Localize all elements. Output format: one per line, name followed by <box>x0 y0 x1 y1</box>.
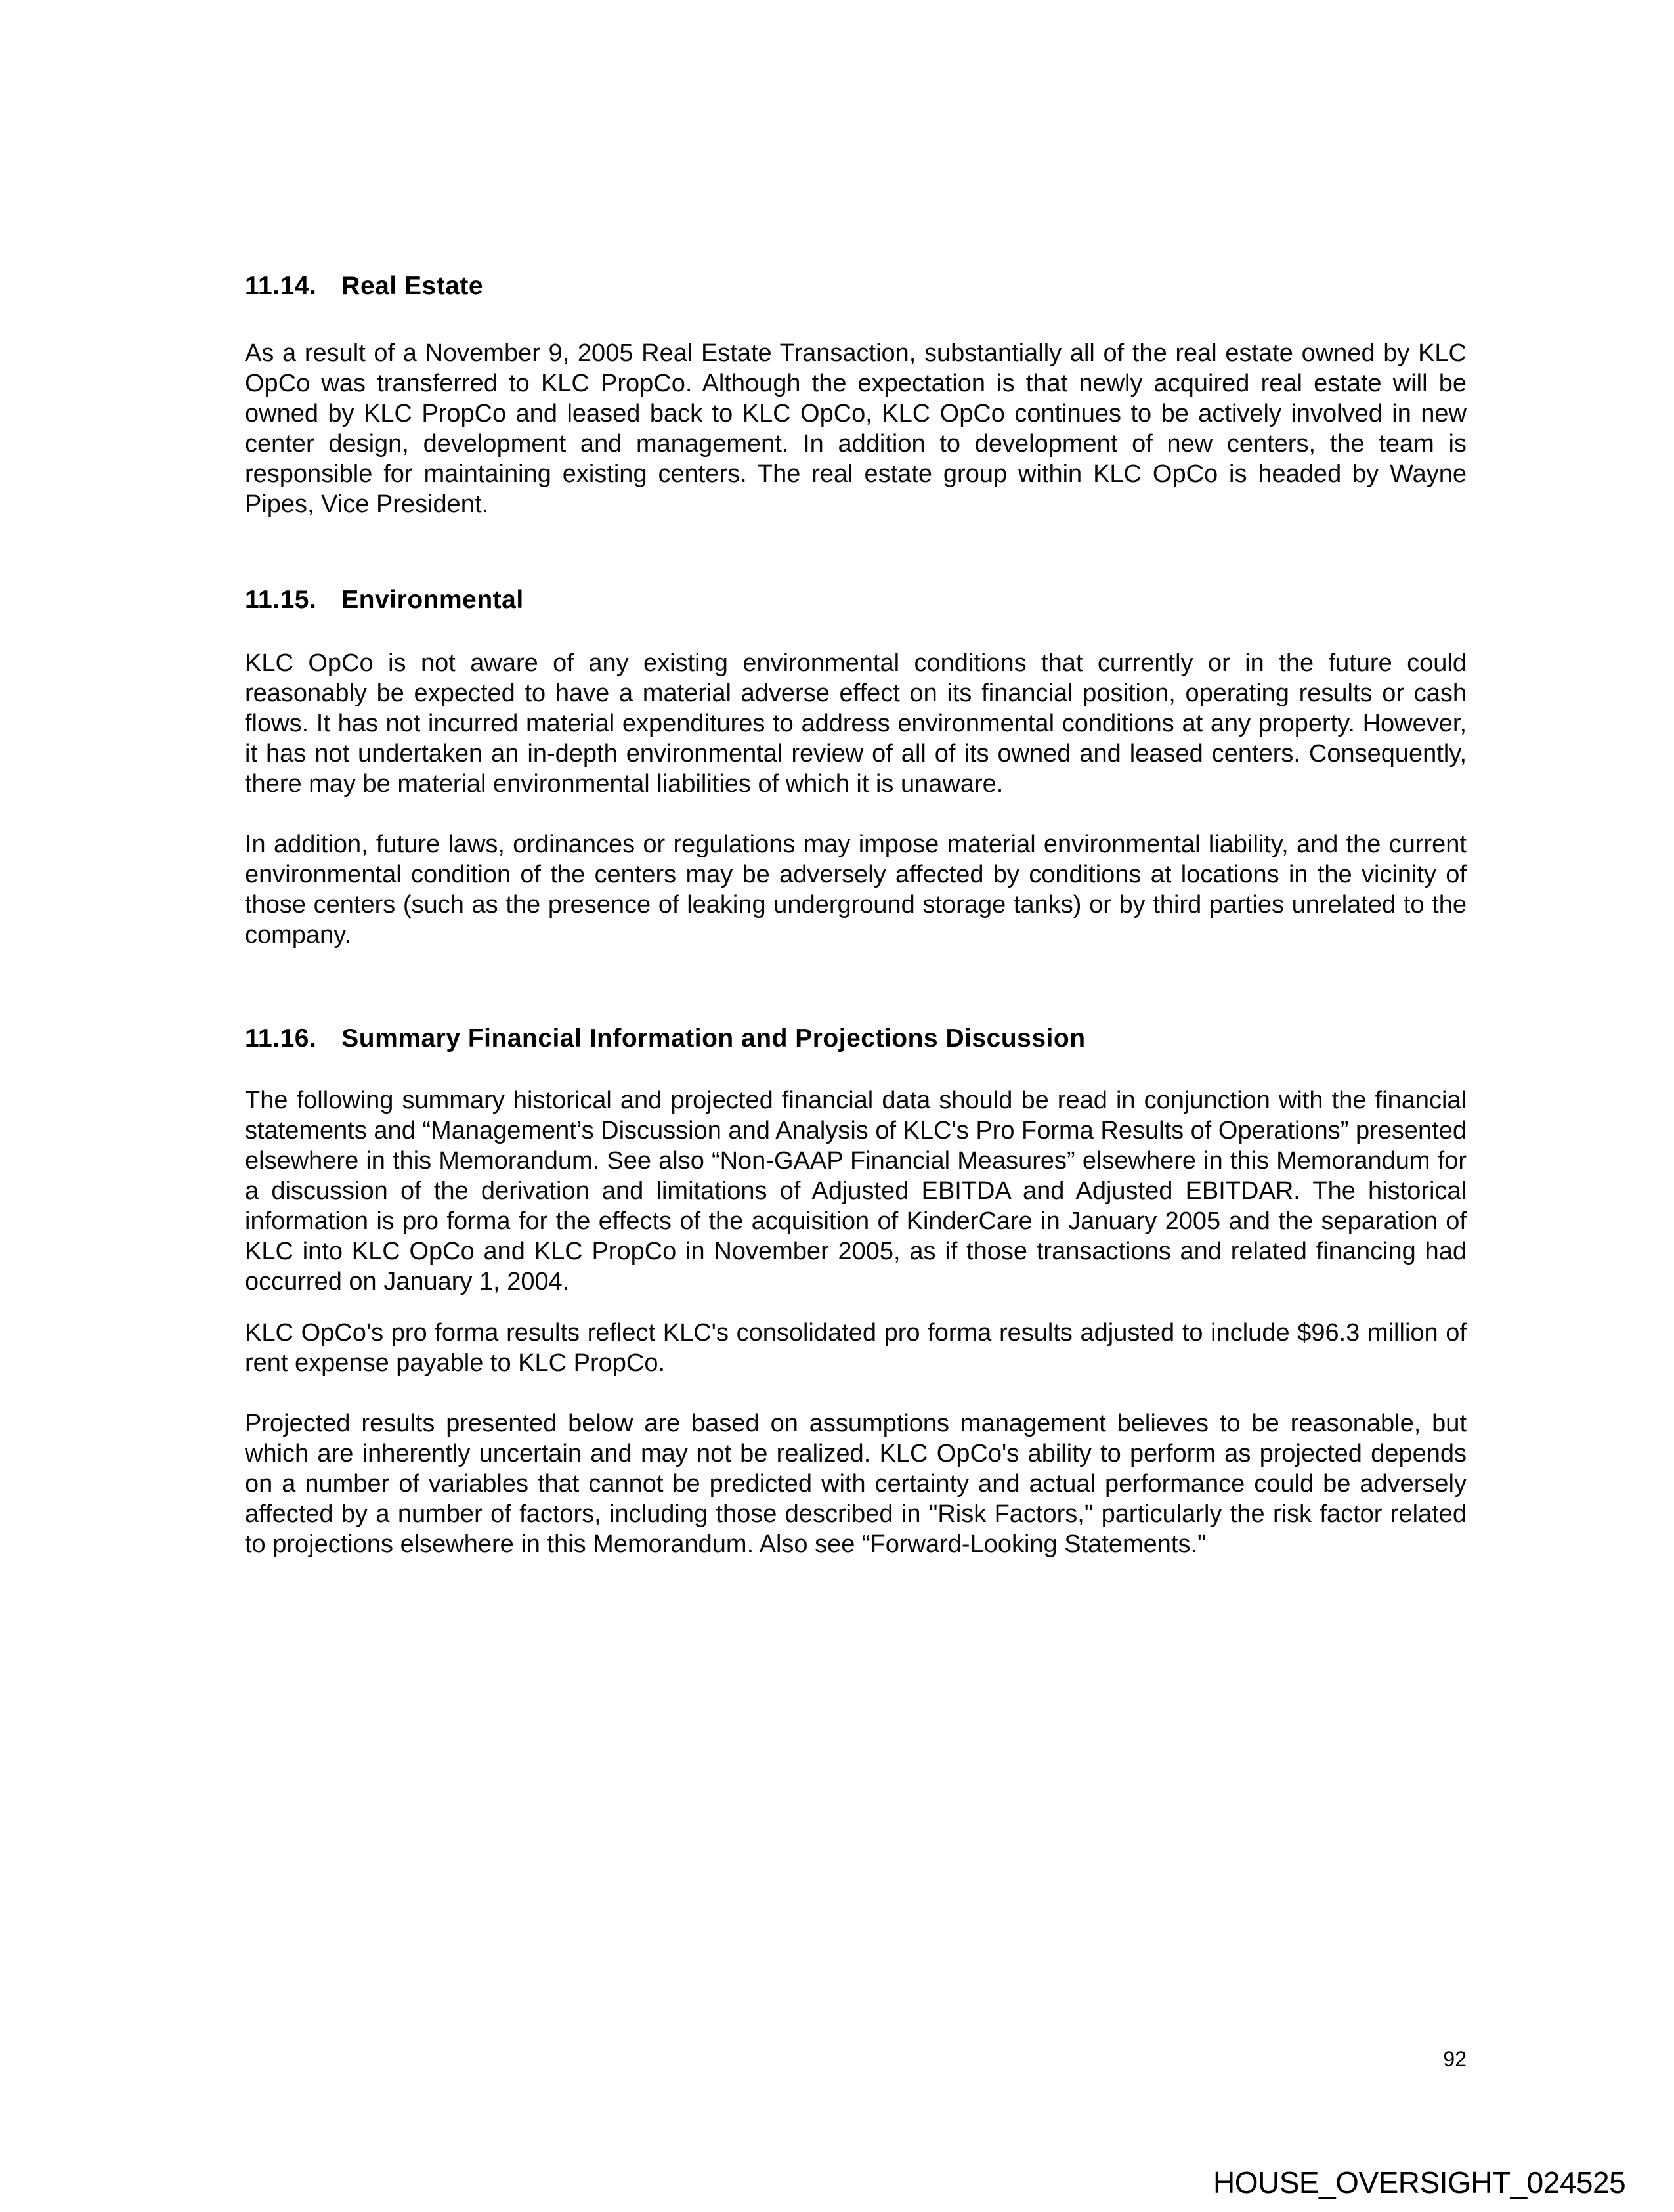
section-title: Real Estate <box>341 272 484 300</box>
paragraph: Projected results presented below are based on assumptions management believes to be reasonable, but which are inherently uncertain and may not be realized. KLC OpCo's ability to perform as projected depends on a number of variables that cannot be predicted with certainty and actual performance could be adversely affected by a number of factors, including those described in "Risk Factors," particularly the risk factor related to projections elsewhere in this Memorandum. Also see “Forward-Looking Statements." <box>245 1410 1467 1558</box>
section-environmental <box>245 585 1467 950</box>
paragraph: The following summary historical and projected financial data should be read in conjunction with the financial statements and “Management’s Discussion and Analysis of KLC's Pro Forma Results of Operations” presented elsewhere in this Memorandum. See also “Non-GAAP Financial Measures” elsewhere in this Memorandum for a discussion of the derivation and limitations of Adjusted EBITDA and Adjusted EBITDAR. The historical information is pro forma for the effects of the acquisition of KinderCare in January 2005 and the separation of KLC into KLC OpCo and KLC PropCo in November 2005, as if those transactions and related financing had occurred on January 1, 2004. <box>245 1087 1467 1295</box>
document-content <box>245 0 1467 1559</box>
section-number: 11.16. <box>245 1024 317 1052</box>
section-heading-real-estate <box>245 271 1467 301</box>
section-number: 11.15. <box>245 586 317 614</box>
bates-stamp: HOUSE_OVERSIGHT_024525 <box>1213 2165 1626 2200</box>
section-title: Environmental <box>341 586 524 614</box>
paragraph: As a result of a November 9, 2005 Real Estate Transaction, substantially all of the real estate owned by KLC OpCo was transferred to KLC PropCo. Although the expectation is that newly acquired real estate will be owned by KLC PropCo and leased back to KLC OpCo, KLC OpCo continues to be actively involved in new center design, development and management. In addition to development of new centers, the team is responsible for maintaining existing centers. The real estate group within KLC OpCo is headed by Wayne Pipes, Vice President. <box>245 339 1467 518</box>
paragraph: KLC OpCo is not aware of any existing environmental conditions that currently or in the future could reasonably be expected to have a material adverse effect on its financial position, operating results or cash flows. It has not incurred material expenditures to address environmental conditions at any property. However, it has not undertaken an in-depth environmental review of all of its owned and leased centers. Consequently, there may be material environmental liabilities of which it is unaware. <box>245 649 1467 798</box>
page-number: 92 <box>1443 2047 1467 2071</box>
paragraph: In addition, future laws, ordinances or regulations may impose material environmental liability, and the current environmental condition of the centers may be adversely affected by conditions at locations in the vicinity of those centers (such as the presence of leaking underground storage tanks) or by third parties unrelated to the company. <box>245 831 1467 949</box>
paragraph: KLC OpCo's pro forma results reflect KLC's consolidated pro forma results adjusted to include $96.3 million of rent expense payable to KLC PropCo. <box>245 1319 1467 1377</box>
section-heading-summary-financial-information <box>245 1024 1467 1054</box>
section-real-estate <box>245 271 1467 519</box>
section-summary-financial-information <box>245 1024 1467 1559</box>
section-number: 11.14. <box>245 272 317 300</box>
section-heading-environmental <box>245 585 1467 615</box>
section-title: Summary Financial Information and Projections Discussion <box>341 1024 1086 1052</box>
